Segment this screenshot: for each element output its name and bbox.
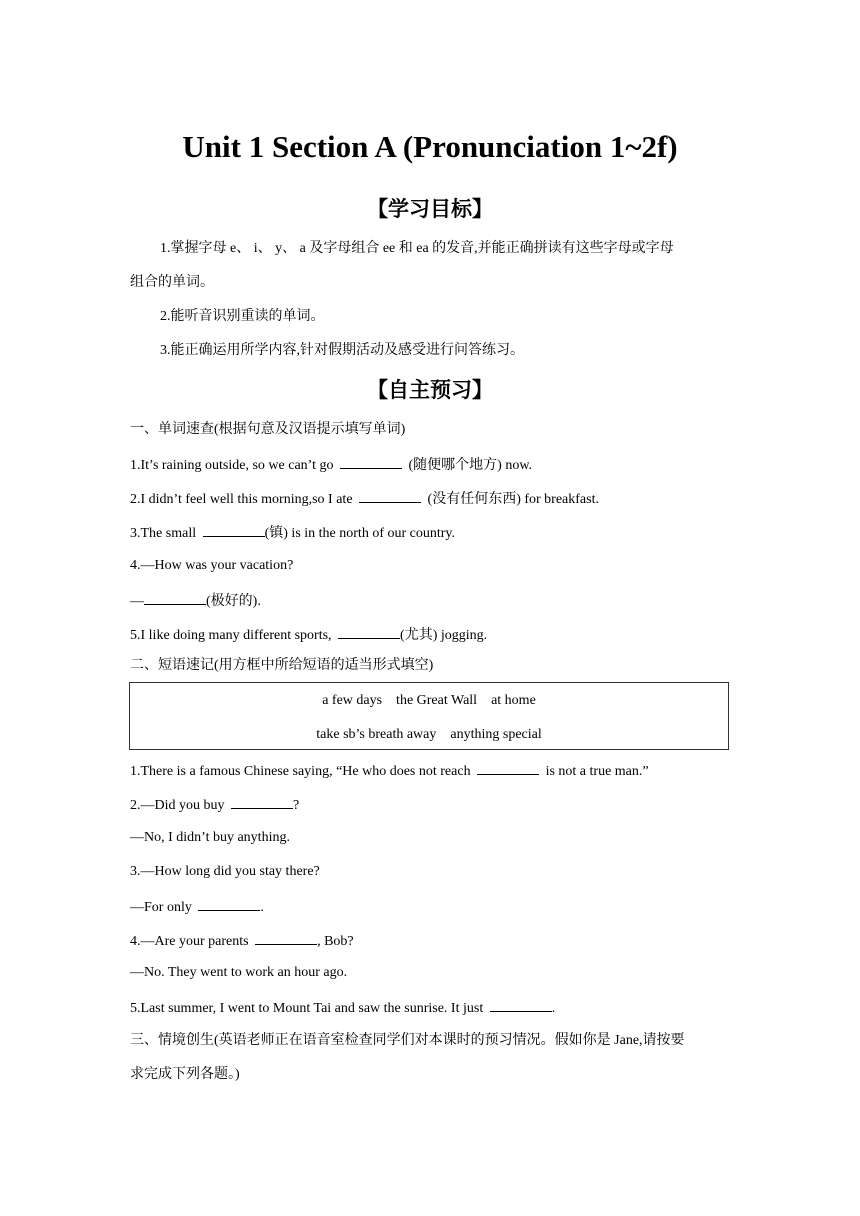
question-text: 5.I like doing many different sports, xyxy=(130,628,332,643)
question-text: 1.It’s raining outside, so we can’t go xyxy=(130,458,334,473)
answer-blank[interactable] xyxy=(231,794,293,809)
question-text: — xyxy=(130,594,144,609)
goal-2: 2.能听音识别重读的单词。 xyxy=(160,309,325,324)
question-text-end: is not a true man.” xyxy=(545,764,649,779)
page-title: Unit 1 Section A (Pronunciation 1~2f) xyxy=(182,129,678,164)
question-text: 2.I didn’t feel well this morning,so I ate xyxy=(130,492,353,507)
question-hint: (镇) is in the north of our country. xyxy=(264,526,455,541)
answer-blank[interactable] xyxy=(477,760,539,775)
question-hint: (极好的). xyxy=(206,594,261,609)
question-text-end: . xyxy=(260,900,264,915)
question-hint: (随便哪个地方) now. xyxy=(408,458,533,473)
phrase-row-2: take sb’s breath away anything special xyxy=(316,727,542,742)
part2-question-3b xyxy=(130,896,750,918)
part2-question-2b: —No, I didn’t buy anything. xyxy=(130,830,290,845)
question-text: 3.The small xyxy=(130,526,197,541)
question-text-end: , Bob? xyxy=(317,934,354,949)
part1-question-1 xyxy=(130,454,750,476)
part3-heading-line1: 三、情境创生(英语老师正在语音室检查同学们对本课时的预习情况。假如你是 Jane,请按要 xyxy=(130,1033,685,1048)
answer-blank[interactable] xyxy=(340,454,402,469)
part2-question-4b: —No. They went to work an hour ago. xyxy=(130,965,348,980)
part2-question-1 xyxy=(130,760,750,782)
part1-heading: 一、单词速查(根据句意及汉语提示填写单词) xyxy=(130,422,406,437)
learning-goals-heading: 【学习目标】 xyxy=(367,197,493,221)
goal-1-line1: 1.掌握字母 e、 i、 y、 a 及字母组合 ee 和 ea 的发音,并能正确拼读有这些字母或字母 xyxy=(160,241,674,256)
part2-question-5 xyxy=(130,997,750,1019)
part2-question-2a xyxy=(130,794,750,816)
phrase-row-1: a few days the Great Wall at home xyxy=(322,693,536,708)
answer-blank[interactable] xyxy=(198,896,260,911)
part2-question-4a xyxy=(130,930,750,952)
self-preview-heading: 【自主预习】 xyxy=(367,378,493,402)
part1-question-5 xyxy=(130,624,750,646)
part1-question-4b xyxy=(130,590,750,612)
answer-blank[interactable] xyxy=(255,930,317,945)
question-text: 1.There is a famous Chinese saying, “He who does not reach xyxy=(130,764,471,779)
answer-blank[interactable] xyxy=(338,624,400,639)
part1-question-2 xyxy=(130,488,750,510)
goal-3: 3.能正确运用所学内容,针对假期活动及感受进行问答练习。 xyxy=(160,343,524,358)
question-text: —For only xyxy=(130,900,192,915)
part2-question-3a: 3.—How long did you stay there? xyxy=(130,864,320,879)
question-text: 2.—Did you buy xyxy=(130,798,225,813)
answer-blank[interactable] xyxy=(203,522,265,537)
part2-heading: 二、短语速记(用方框中所给短语的适当形式填空) xyxy=(130,658,434,673)
goal-1-line2: 组合的单词。 xyxy=(130,275,214,290)
question-text: 4.—Are your parents xyxy=(130,934,249,949)
answer-blank[interactable] xyxy=(490,997,552,1012)
part1-question-4a: 4.—How was your vacation? xyxy=(130,558,294,573)
question-hint: (尤其) jogging. xyxy=(400,628,488,643)
part3-heading-line2: 求完成下列各题。) xyxy=(130,1067,240,1082)
question-text-end: . xyxy=(551,1001,556,1016)
question-text: 5.Last summer, I went to Mount Tai and saw the sunrise. It just xyxy=(130,1001,484,1016)
answer-blank[interactable] xyxy=(144,590,206,605)
answer-blank[interactable] xyxy=(359,488,421,503)
phrase-box xyxy=(129,682,729,750)
question-hint: (没有任何东西) for breakfast. xyxy=(427,492,599,507)
part1-question-3 xyxy=(130,522,750,544)
question-text-end: ? xyxy=(293,798,300,813)
